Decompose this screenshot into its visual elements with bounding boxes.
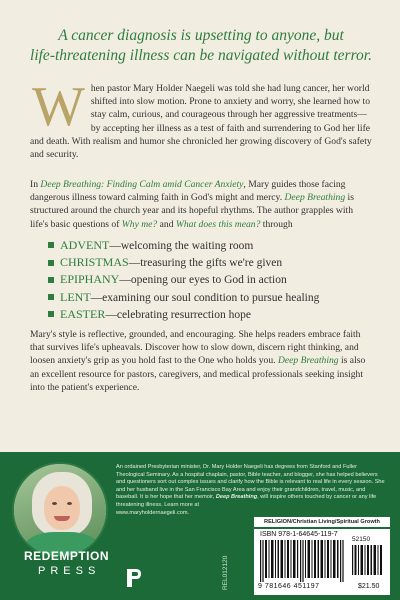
author-photo — [12, 462, 108, 558]
season-item — [48, 306, 368, 323]
season-desc: —celebrating resurrection hope — [105, 308, 251, 321]
author-bio — [116, 464, 386, 517]
season-desc: —opening our eyes to God in action — [119, 274, 287, 287]
category-label: RELIGION/Christian Living/Spiritual Growth — [254, 517, 390, 527]
style-paragraph — [30, 328, 372, 394]
publisher-mark-icon — [124, 567, 142, 589]
price: $21.50 — [358, 583, 380, 590]
bio-book-title: Deep Breathing — [215, 494, 258, 501]
bio-text-2: , will inspire others touched by cancer or any life threatening illness. Learn more at — [116, 494, 377, 508]
about-paragraph — [30, 178, 372, 231]
addon-barcode-icon — [352, 545, 384, 575]
square-bullet-icon — [48, 311, 54, 317]
book-title-short: Deep Breathing — [284, 192, 346, 204]
season-desc: —treasuring the gifts we're given — [128, 257, 283, 270]
season-name: ADVENT — [60, 238, 110, 252]
about-mid2: is structured around the church year and its hopeful rhythms. The author grapples with life's basic questions of — [30, 192, 354, 230]
style-post: is also an excellent resource for pastors, caregivers, and medical professionals seeking insight into the patient's experience. — [30, 355, 366, 393]
publisher-name-top: REDEMPTION — [24, 549, 110, 563]
season-desc: —examining our soul condition to pursue healing — [90, 291, 320, 304]
season-item — [48, 254, 368, 271]
about-mid: , Mary guides those facing dangerous illness toward calming faith in God's might and mercy. — [30, 179, 346, 204]
tagline-line-2: life-threatening illness can be navigated without terror. — [30, 47, 372, 64]
question-why-me: Why me? — [121, 218, 158, 230]
season-name: LENT — [60, 289, 91, 304]
book-title: Deep Breathing: Finding Calm amid Cancer Anxiety — [40, 179, 244, 190]
about-and: and — [157, 218, 176, 230]
square-bullet-icon — [48, 277, 54, 283]
question-what-mean: What does this mean? — [175, 218, 261, 230]
season-item — [48, 237, 368, 254]
season-name: EPIPHANY — [60, 272, 120, 287]
barcode-addon-number: 52150 — [352, 536, 371, 543]
isbn-number: ISBN 978-1-64645-119-7 — [260, 531, 338, 538]
bio-text: An ordained Presbyterian minister, Dr. Mary Holder Naegeli has degrees from Stanford and Fuller Theological Seminary. As a hospital chaplain, pastor, Bible teacher, and blogger, she has helped believers and questioners sort out complex issues and clarify how the Bible is relevant to real life in every season. She and her husband live in the San Francisco Bay Area and enjoy their grandchildren, travel, music, and baseball. It is her hope that her memoir, — [116, 464, 385, 501]
publisher-name-bottom: PRESS — [38, 565, 101, 577]
drop-cap: W — [32, 76, 85, 138]
church-seasons-list — [48, 237, 368, 323]
intro-text: hen pastor Mary Holder Naegeli was told she had lung cancer, her world shifted into slow motion. Prone to anxiety and worry, she learned how to stay calm, curious, and courageous through her aggressive treatments—by accepting her illness as a test of faith and surrendering to God her life and death. With realism and humor she chronicled her growing discovery of God's safety and security. — [30, 83, 372, 161]
about-end: through — [260, 218, 293, 230]
publisher-logo — [24, 549, 154, 591]
season-item — [48, 271, 368, 288]
tagline-line-1: A cancer diagnosis is upsetting to anyone, but — [58, 27, 344, 44]
style-pre: Mary's style is reflective, grounded, and encouraging. She helps readers embrace faith that survives life's upheavals. Discover how to slow down, discern right thinking, and loosen anxiety's grip as you hold fast to the One who holds you. — [30, 329, 361, 367]
season-name: EASTER — [60, 306, 106, 321]
square-bullet-icon — [48, 294, 54, 300]
product-code: REL012120 — [222, 555, 229, 590]
season-item — [48, 289, 368, 306]
barcode-icon — [260, 540, 344, 582]
season-name: CHRISTMAS — [60, 255, 129, 270]
intro-paragraph — [30, 76, 372, 161]
barcode-box — [254, 529, 390, 595]
season-desc: —welcoming the waiting room — [109, 240, 254, 252]
author-website: www.maryholdernaegeli.com. — [116, 509, 190, 516]
book-title-short: Deep Breathing — [277, 355, 339, 367]
about-in: In — [30, 179, 41, 190]
tagline — [30, 26, 372, 66]
ean-digits: 9 781646 451197 — [258, 583, 320, 590]
square-bullet-icon — [48, 242, 54, 248]
square-bullet-icon — [48, 260, 54, 266]
